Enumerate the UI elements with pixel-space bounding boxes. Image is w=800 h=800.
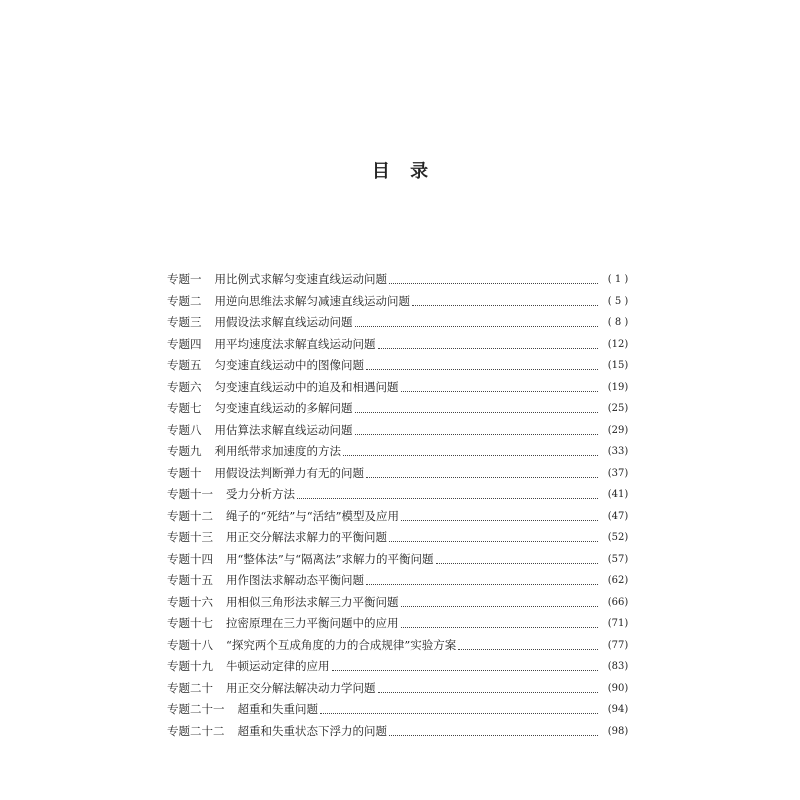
toc-entry-label: 专题四 (167, 336, 202, 351)
toc-entry-dot-leader (320, 713, 598, 714)
toc-entry-page-number: (12) (607, 338, 629, 350)
toc-entry-label: 专题九 (167, 444, 202, 458)
toc-entry-page-number: (25) (607, 403, 629, 414)
toc-entry-dot-leader (378, 692, 599, 693)
toc-entry-page-number: (47) (607, 510, 629, 522)
toc-entry (167, 269, 633, 291)
toc-entry-label: 专题二 (167, 293, 202, 308)
toc-entry-page-number: (71) (607, 618, 629, 629)
toc-entry-title: 匀变速直线运动的多解问题 (214, 401, 353, 415)
toc-entry-label: 专题十五 (167, 573, 213, 587)
toc-entry-title: 用逆向思维法求解匀减速直线运动问题 (214, 293, 410, 308)
page-title: 目 录 (371, 161, 436, 182)
toc-entry-label: 专题七 (167, 401, 202, 415)
toc-entry (167, 506, 633, 528)
table-of-contents (167, 269, 633, 742)
toc-entry-title: 绳子的“死结”与“活结”模型及应用 (226, 508, 400, 523)
toc-entry (167, 613, 633, 635)
toc-entry-label: 专题十一 (167, 487, 213, 501)
toc-entry-label: 专题二十二 (167, 723, 225, 738)
toc-entry-label: 专题十六 (167, 594, 213, 609)
toc-entry-dot-leader (389, 541, 598, 542)
toc-entry-page-number: (98) (607, 725, 629, 737)
toc-entry-label: 专题八 (167, 422, 202, 437)
toc-entry-label: 专题十九 (167, 659, 213, 673)
toc-entry-label: 专题十七 (167, 616, 213, 630)
toc-entry-page-number: (52) (607, 532, 629, 543)
toc-entry-dot-leader (389, 735, 598, 736)
toc-entry-title: 超重和失重状态下浮力的问题 (237, 723, 387, 738)
toc-entry-label: 专题十三 (167, 530, 213, 544)
toc-entry-page-number: (15) (607, 360, 629, 371)
toc-entry-page-number: ( 8 ) (607, 317, 629, 328)
toc-entry-title: 用假设法求解直线运动问题 (214, 315, 353, 329)
toc-entry-label: 专题五 (167, 358, 202, 372)
toc-entry-title: 用作图法求解动态平衡问题 (226, 573, 364, 587)
toc-entry-title: 超重和失重问题 (237, 702, 318, 716)
toc-entry-page-number: (62) (607, 575, 629, 586)
toc-entry-title: 匀变速直线运动中的追及和相遇问题 (214, 379, 399, 394)
toc-entry (167, 592, 633, 614)
toc-entry-page-number: (77) (607, 639, 629, 651)
toc-entry (167, 678, 633, 700)
toc-entry-label: 专题十四 (167, 551, 213, 566)
toc-entry-page-number: (94) (607, 704, 629, 715)
toc-entry-title: 牛顿运动定律的应用 (226, 659, 330, 673)
toc-entry (167, 570, 633, 592)
toc-entry-label: 专题十 (167, 465, 202, 480)
toc-entry (167, 484, 633, 506)
toc-entry-dot-leader (355, 434, 599, 435)
toc-entry-page-number: (66) (607, 596, 629, 608)
toc-entry (167, 355, 633, 377)
toc-entry-page-number: (90) (607, 682, 629, 694)
toc-entry (167, 312, 633, 334)
toc-entry-page-number: (41) (607, 489, 629, 500)
toc-entry (167, 699, 633, 721)
toc-entry-page-number: (33) (607, 446, 629, 457)
toc-entry-dot-leader (343, 455, 598, 456)
toc-entry (167, 377, 633, 399)
toc-entry (167, 656, 633, 678)
toc-entry (167, 291, 633, 313)
toc-entry-title: 用正交分解法求解力的平衡问题 (226, 530, 387, 544)
toc-entry-dot-leader (366, 477, 598, 478)
toc-entry-page-number: (83) (607, 661, 629, 672)
toc-entry-dot-leader (401, 606, 599, 607)
toc-entry-dot-leader (458, 649, 598, 650)
toc-entry-label: 专题二十一 (167, 702, 225, 716)
toc-entry-title: 用比例式求解匀变速直线运动问题 (214, 272, 387, 286)
toc-entry-dot-leader (355, 326, 599, 327)
toc-entry (167, 549, 633, 571)
toc-entry-title: 用假设法判断弹力有无的问题 (214, 465, 364, 480)
toc-entry-dot-leader (355, 412, 599, 413)
toc-entry-dot-leader (366, 369, 598, 370)
toc-entry-label: 专题二十 (167, 680, 213, 695)
toc-entry-dot-leader (401, 627, 599, 628)
toc-entry-dot-leader (366, 584, 598, 585)
toc-entry (167, 441, 633, 463)
toc-entry-title: 用“整体法”与“隔离法”求解力的平衡问题 (226, 551, 434, 566)
toc-entry-label: 专题六 (167, 379, 202, 394)
toc-entry-dot-leader (332, 670, 599, 671)
toc-entry-dot-leader (412, 305, 598, 306)
toc-entry-dot-leader (378, 348, 599, 349)
toc-entry-title: 用平均速度法求解直线运动问题 (214, 336, 376, 351)
toc-entry-title: 用正交分解法解决动力学问题 (226, 680, 376, 695)
toc-entry-title: 用相似三角形法求解三力平衡问题 (226, 594, 399, 609)
toc-entry-label: 专题一 (167, 272, 202, 286)
toc-entry-label: 专题三 (167, 315, 202, 329)
toc-entry-page-number: (37) (607, 467, 629, 479)
toc-entry (167, 398, 633, 420)
toc-entry-dot-leader (389, 283, 598, 284)
toc-entry-dot-leader (297, 498, 598, 499)
toc-entry-label: 专题十二 (167, 508, 213, 523)
toc-entry (167, 635, 633, 657)
toc-entry-page-number: (57) (607, 553, 629, 565)
toc-entry-title: 拉密原理在三力平衡问题中的应用 (226, 616, 399, 630)
toc-entry (167, 420, 633, 442)
toc-entry-title: 匀变速直线运动中的图像问题 (214, 358, 364, 372)
toc-entry (167, 463, 633, 485)
toc-entry (167, 527, 633, 549)
toc-entry-dot-leader (401, 520, 598, 521)
toc-entry-title: 利用纸带求加速度的方法 (214, 444, 341, 458)
toc-entry-label: 专题十八 (167, 637, 213, 652)
toc-entry (167, 721, 633, 743)
toc-entry-dot-leader (436, 563, 598, 564)
toc-entry-page-number: (29) (607, 424, 629, 436)
toc-entry-page-number: ( 1 ) (607, 274, 629, 285)
toc-entry-title: 用估算法求解直线运动问题 (214, 422, 353, 437)
toc-entry-dot-leader (401, 391, 599, 392)
toc-entry-page-number: ( 5 ) (607, 295, 629, 307)
toc-entry-title: “探究两个互成角度的力的合成规律”实验方案 (226, 637, 457, 652)
toc-entry-page-number: (19) (607, 381, 629, 393)
toc-entry-title: 受力分析方法 (226, 487, 295, 501)
toc-entry (167, 334, 633, 356)
